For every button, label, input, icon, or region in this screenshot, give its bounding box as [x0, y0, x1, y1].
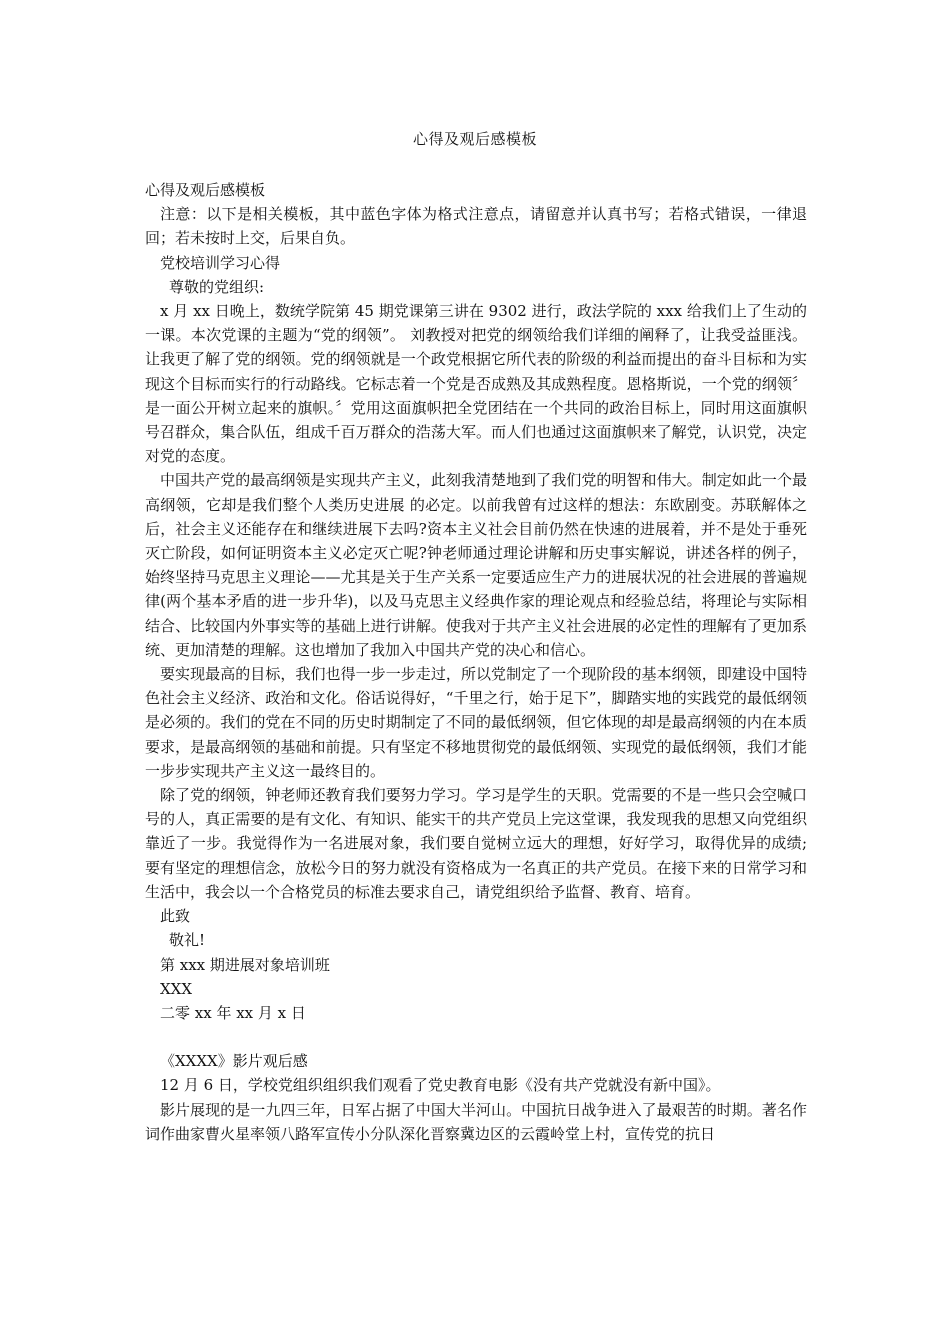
document-heading: 心得及观后感模板	[145, 181, 266, 199]
closing-salute: 敬礼!	[169, 931, 206, 950]
body-paragraph: 12 月 6 日，学校党组织组织我们观看了党史教育电影《没有共产党就没有新中国》。	[160, 1076, 721, 1095]
closing-line: 此致	[160, 907, 191, 926]
body-paragraph: 影片展现的是一九四三年，日军占据了中国大半河山。中国抗日战争进入了最艰苦的时期。著名作词作曲家曹火星率领八路军宣传小分队深化晋察冀边区的云霞岭堂上村，宣传党的抗日	[145, 1100, 807, 1143]
document-body	[145, 178, 807, 1146]
section-spacer	[145, 1025, 807, 1049]
signature-class: 第 xxx 期进展对象培训班	[160, 955, 330, 974]
signature-name: XXX	[160, 979, 193, 998]
notice-paragraph: 注意：以下是相关模板，其中蓝色字体为格式注意点，请留意并认真书写；若格式错误，一律退回；若未按时上交，后果自负。	[145, 205, 807, 248]
section-title: 党校培训学习心得	[160, 253, 281, 272]
body-paragraph: 除了党的纲领，钟老师还教育我们要努力学习。学习是学生的天职。党需要的不是一些只会空喊口号的人，真正需要的是有文化、有知识、能实干的共产党员上完这堂课，我发现我的思想又向党组织靠近了一步。我觉得作为一名进展对象，我们要自觉树立远大的理想，好好学习，取得优异的成绩;要有坚定的理想信念，放松今日的努力就没有资格成为一名真正的共产党员。在接下来的日常学习和生活中，我会以一个合格党员的标准去要求自己，请党组织给予监督、教育、培育。	[145, 786, 807, 901]
body-paragraph: 要实现最高的目标，我们也得一步一步走过，所以党制定了一个现阶段的基本纲领，即建设中国特色社会主义经济、政治和文化。俗话说得好，“千里之行，始于足下”，脚踏实地的实践党的最低纲领是必须的。我们的党在不同的历史时期制定了不同的最低纲领，但它体现的却是最高纲领的内在本质要求，是最高纲领的基础和前提。只有坚定不移地贯彻党的最低纲领、实现党的最低纲领，我们才能一步步实现共产主义这一最终目的。	[145, 665, 807, 780]
salutation: 尊敬的党组织:	[169, 277, 265, 296]
signature-date: 二零 xx 年 xx 月 x 日	[160, 1003, 306, 1022]
document-title: 心得及观后感模板	[412, 130, 537, 148]
body-paragraph: x 月 xx 日晚上，数统学院第 45 期党课第三讲在 9302 进行，政法学院的 xxx 给我们上了生动的一课。本次党课的主题为“党的纲领”。 刘教授对把党的纲领给我们详细的阐释了，让我受益匪浅。让我更了解了党的纲领。党的纲领就是一个政党根据它所代表的阶级的利益而提出的奋斗目标和为实现这个目标而实行的行动路线。它标志着一个党是否成熟及其成熟程度。恩格斯说，一个党的纲领〞是一面公开树立起来的旗帜。〞党用这面旗帜把全党团结在一个共同的政治目标上，同时用这面旗帜号召群众，集合队伍，组成千百万群众的浩荡大军。而人们也通过这面旗帜来了解党，认识党，决定对党的态度。	[145, 302, 807, 466]
section-title: 《XXXX》影片观后感	[160, 1052, 308, 1071]
body-paragraph: 中国共产党的最高纲领是实现共产主义，此刻我清楚地到了我们党的明智和伟大。制定如此一个最高纲领，它却是我们整个人类历史进展 的必定。以前我曾有过这样的想法：东欧剧变。苏联解体之后，社会主义还能存在和继续进展下去吗?资本主义社会目前仍然在快速的进展着，并不是处于垂死灭亡阶段，如何证明资本主义必定灭亡呢?钟老师通过理论讲解和历史事实解说，讲述各样的例子，始终坚持马克思主义理论——尤其是关于生产关系一定要适应生产力的进展状况的社会进展的普遍规律(两个基本矛盾的进一步升华)，以及马克思主义经典作家的理论观点和经验总结，将理论与实际相结合、比较国内外事实等的基础上进行讲解。使我对于共产主义社会进展的必定性的理解有了更加系统、更加清楚的理解。这也增加了我加入中国共产党的决心和信心。	[145, 471, 807, 659]
